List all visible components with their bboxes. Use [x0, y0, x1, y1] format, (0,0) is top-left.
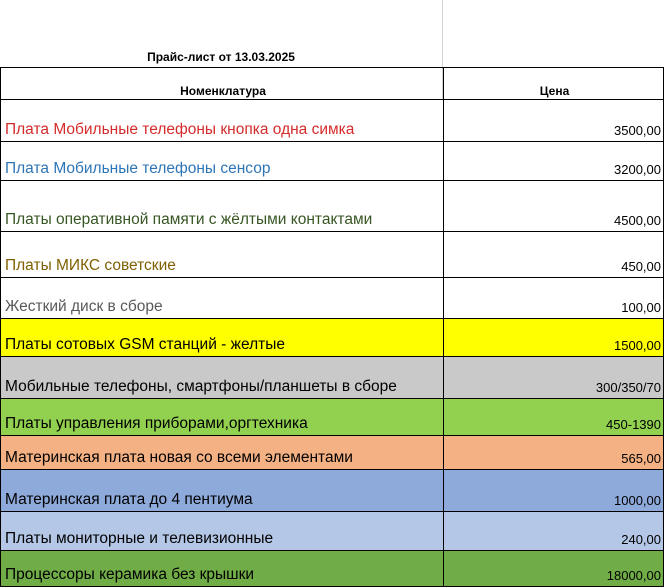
item-price-cell[interactable]: 240,00 — [444, 512, 664, 551]
table-row — [1, 100, 664, 142]
item-name-cell[interactable]: Материнская плата до 4 пентиума — [1, 470, 444, 512]
table-row — [1, 357, 664, 399]
table-row — [1, 319, 664, 357]
table-row — [1, 551, 664, 587]
header-name-cell[interactable]: Номенклатура — [1, 68, 444, 100]
item-price-cell[interactable]: 1500,00 — [444, 319, 664, 357]
item-price-cell[interactable]: 300/350/70 — [444, 357, 664, 399]
header-price-cell[interactable]: Цена — [444, 68, 664, 100]
item-price-cell[interactable]: 565,00 — [444, 436, 664, 470]
table-row — [1, 278, 664, 319]
item-name-cell[interactable]: Плата Мобильные телефоны кнопка одна симка — [1, 100, 444, 142]
item-price-cell[interactable]: 3200,00 — [444, 142, 664, 181]
table-row — [1, 399, 664, 436]
price-table — [0, 67, 664, 587]
item-name-cell[interactable]: Платы сотовых GSM станций - желтые — [1, 319, 444, 357]
item-name-cell[interactable]: Мобильные телефоны, смартфоны/планшеты в сборе — [1, 357, 444, 399]
table-row — [1, 512, 664, 551]
item-name-cell[interactable]: Материнская плата новая со всеми элементами — [1, 436, 444, 470]
item-name-cell[interactable]: Платы управления приборами,оргтехника — [1, 399, 444, 436]
item-price-cell[interactable]: 450-1390 — [444, 399, 664, 436]
table-row — [1, 436, 664, 470]
item-price-cell[interactable]: 450,00 — [444, 232, 664, 278]
item-name-cell[interactable]: Жесткий диск в сборе — [1, 278, 444, 319]
item-price-cell[interactable]: 100,00 — [444, 278, 664, 319]
item-price-cell[interactable]: 18000,00 — [444, 551, 664, 587]
table-row — [1, 181, 664, 232]
item-price-cell[interactable]: 1000,00 — [444, 470, 664, 512]
table-row — [1, 470, 664, 512]
item-name-cell[interactable]: Платы оперативной памяти с жёлтыми контактами — [1, 181, 444, 232]
item-name-cell[interactable]: Платы мониторные и телевизионные — [1, 512, 444, 551]
item-price-cell[interactable]: 3500,00 — [444, 100, 664, 142]
price-list-title: Прайс-лист от 13.03.2025 — [147, 50, 295, 64]
item-price-cell[interactable]: 4500,00 — [444, 181, 664, 232]
item-name-cell[interactable]: Платы МИКС советские — [1, 232, 444, 278]
item-name-cell[interactable]: Плата Мобильные телефоны сенсор — [1, 142, 444, 181]
table-row — [1, 142, 664, 181]
item-name-cell[interactable]: Процессоры керамика без крышки — [1, 551, 444, 587]
table-row — [1, 232, 664, 278]
table-header-row — [1, 68, 664, 100]
